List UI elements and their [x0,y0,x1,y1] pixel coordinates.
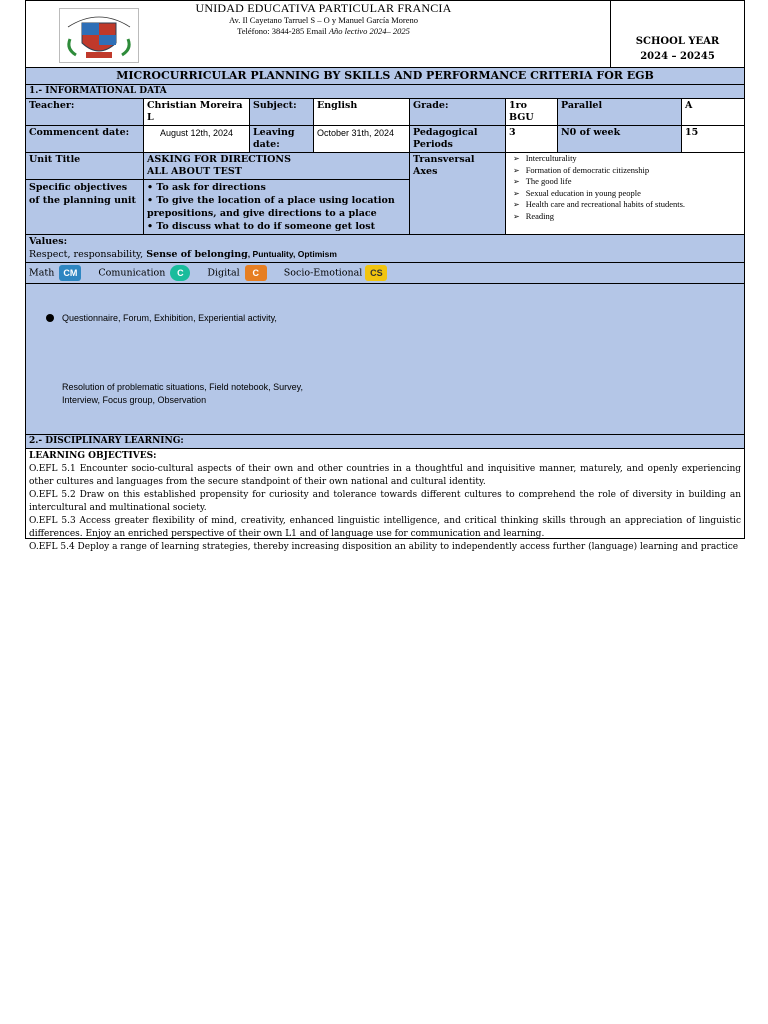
transversal-axes-label: Transversal Axes [410,153,506,235]
values-optimism: , Optimism [292,249,337,259]
evaluation-cell [26,284,745,435]
learning-objectives [29,450,742,552]
school-crest-icon [60,9,138,62]
school-phone: Teléfono: 3844-285 Email [237,26,327,36]
learning-objectives-cell [26,449,745,552]
teacher-value: Christian Moreira L [144,99,250,126]
values-list [29,248,741,261]
learning-objective-item: O.EFL 5.1 Encounter socio-cultural aspects of their own and other countries in a thoughtful and inquisitive manner, maturely, and openly experiencing other cultures and languages from the secure standpoint of their own national and cultural identity. [29,464,742,487]
school-year-value: 2024 – 20245 [640,51,715,62]
bullet-dot-icon [46,314,54,322]
values-plain: Respect, responsability, [29,249,144,260]
section-informational-data: 1.- INFORMATIONAL DATA [26,85,745,99]
parallel-value: A [682,99,745,126]
week-number-value: 15 [682,126,745,153]
grade-value: 1ro BGU [506,99,558,126]
unit-title-label: Unit Title [26,153,144,180]
communication-skill-icon: C [170,265,190,281]
evaluation-extra [62,381,303,407]
document-title: MICROCURRICULAR PLANNING BY SKILLS AND PERFORMANCE CRITERIA FOR EGB [26,68,745,85]
week-number-label: N0 of week [558,126,682,153]
planning-document [25,0,744,552]
leaving-date-value: October 31th, 2024 [314,126,410,153]
objective-item: • To give the location of a place using location prepositions, and give directions to a place [147,195,395,219]
main-table [25,67,745,552]
evaluation-bullet [46,312,277,324]
subject-value: English [314,99,410,126]
axis-item: ➢ Health care and recreational habits of students. [527,199,741,211]
skill-communication-label: Comunication [98,267,166,279]
subject-label: Subject: [250,99,314,126]
digital-skill-icon: C [245,265,267,281]
commence-date-value: August 12th, 2024 [144,126,250,153]
grade-label: Grade: [410,99,506,126]
objective-item: • To ask for directions [147,182,266,193]
skill-digital-label: Digital [207,267,240,279]
skill-math-label: Math [29,267,55,279]
values-row [26,235,745,263]
parallel-label: Parallel [558,99,682,126]
axis-item: ➢ Reading [527,211,741,223]
objectives-label: Specific objectives of the planning unit [26,180,144,235]
header-cell [26,1,611,68]
section-disciplinary-learning: 2.- DISCIPLINARY LEARNING: [26,435,745,449]
skill-socio-emotional-label: Socio-Emotional [283,267,363,279]
axis-item: ➢ The good life [527,176,741,188]
objective-item: • To discuss what to do if someone get lost [147,221,375,232]
values-belonging: Sense of belonging [146,249,248,260]
axis-item: ➢ Sexual education in young people [527,188,741,200]
learning-objective-item: O.EFL 5.2 Draw on this established propensity for curiosity and tolerance towards different cultures to comprehend the role of diversity in building an intercultural and multinational society. [29,490,742,513]
school-name: UNIDAD EDUCATIVA PARTICULAR FRANCIA [195,1,452,15]
pedagogical-periods-value: 3 [506,126,558,153]
learning-objective-item: O.EFL 5.4 Deploy a range of learning strategies, thereby increasing disposition an ability to independently access further (language) learning and practice [29,542,739,552]
evaluation-instruments-3: Interview, Focus group, Observation [62,395,207,405]
school-address: Av. Il Cayetano Tarruel S – O y Manuel García Moreno [228,15,419,25]
unit-title-line-2: ALL ABOUT TEST [147,166,242,177]
evaluation-instruments-1: Questionnaire, Forum, Exhibition, Experiential activity, [62,313,277,323]
school-year-label: SCHOOL YEAR [635,36,720,47]
school-logo [59,8,139,63]
axis-item: ➢ Formation of democratic citizenship [527,165,741,177]
header-table [25,0,745,68]
leaving-date-label: Leaving date: [250,126,314,153]
skills-row [26,263,745,284]
unit-title-value [144,153,410,180]
school-contact [146,26,501,37]
unit-title-line-1: ASKING FOR DIRECTIONS [147,154,291,165]
transversal-axes-list [509,153,741,222]
learning-objectives-label: LEARNING OBJECTIVES: [29,451,157,461]
objectives-list [144,180,410,235]
school-year-cell [611,1,745,68]
learning-objective-item: O.EFL 5.3 Access greater flexibility of mind, creativity, enhanced linguistic intelligence, and critical thinking skills through an appreciation of linguistic differences. Enjoy an enriched perspective of their own L1 and of language use for communication and learning. [29,516,742,539]
teacher-label: Teacher: [26,99,144,126]
commence-date-label: Commencent date: [26,126,144,153]
school-year-text: Año lectivo 2024– 2025 [328,26,410,36]
evaluation-instruments-2: Resolution of problematic situations, Field notebook, Survey, [62,382,303,392]
transversal-axes-list-cell [506,153,745,235]
axis-item: ➢ Interculturality [527,153,741,165]
pedagogical-periods-label: Pedagogical Periods [410,126,506,153]
values-puntuality: , Puntuality [247,249,293,259]
socio-emotional-skill-icon: CS [365,265,387,281]
values-label: Values: [29,236,68,247]
math-skill-icon: CM [59,265,81,281]
